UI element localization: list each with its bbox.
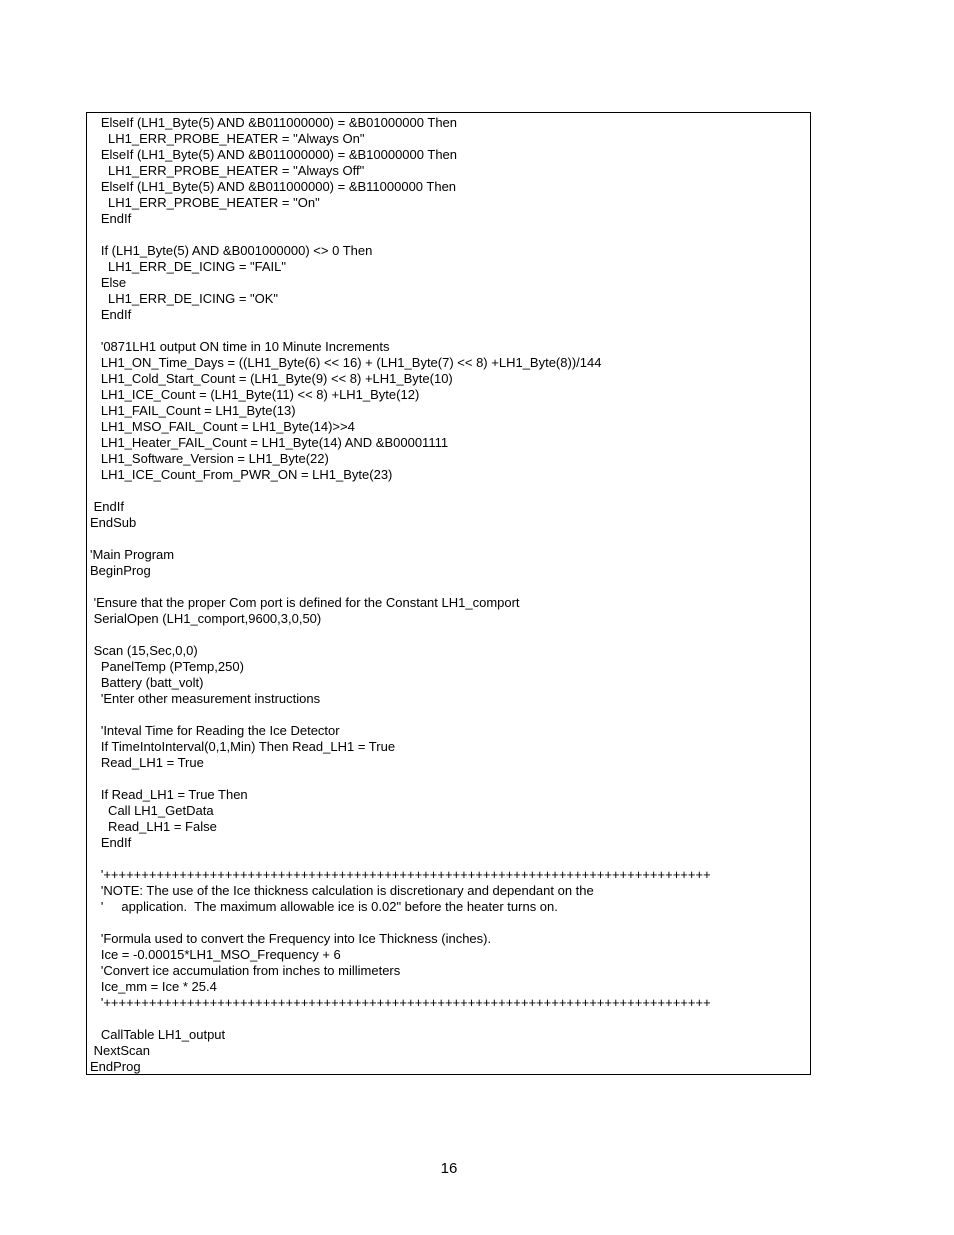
- code-line: 'Convert ice accumulation from inches to millimeters: [90, 963, 401, 978]
- code-line: Call LH1_GetData: [90, 803, 214, 818]
- code-line: LH1_MSO_FAIL_Count = LH1_Byte(14)>>4: [90, 419, 355, 434]
- code-line: LH1_ERR_DE_ICING = "FAIL": [90, 259, 286, 274]
- code-line: PanelTemp (PTemp,250): [90, 659, 244, 674]
- code-line: LH1_ERR_PROBE_HEATER = "Always Off": [90, 163, 365, 178]
- code-line: '++++++++++++++++++++++++++++++++++++++++++++++++++++++++++++++++++++++++++++++++: [90, 995, 711, 1010]
- code-line: LH1_ERR_DE_ICING = "OK": [90, 291, 279, 306]
- code-line: ElseIf (LH1_Byte(5) AND &B011000000) = &B01000000 Then: [90, 115, 458, 130]
- code-line: LH1_Software_Version = LH1_Byte(22): [90, 451, 329, 466]
- code-line: LH1_ON_Time_Days = ((LH1_Byte(6) << 16) + (LH1_Byte(7) << 8) +LH1_Byte(8))/144: [90, 355, 602, 370]
- code-line: ' application. The maximum allowable ice is 0.02" before the heater turns on.: [90, 899, 558, 914]
- code-line: EndIf: [90, 211, 132, 226]
- code-listing-box: [86, 112, 811, 1075]
- page-number: 16: [440, 1160, 458, 1177]
- code-line: ElseIf (LH1_Byte(5) AND &B011000000) = &B10000000 Then: [90, 147, 458, 162]
- code-line: EndIf: [90, 835, 132, 850]
- code-line: 'Ensure that the proper Com port is defined for the Constant LH1_comport: [90, 595, 520, 610]
- code-line: 'Main Program: [90, 547, 175, 562]
- code-line: LH1_ERR_PROBE_HEATER = "On": [90, 195, 320, 210]
- code-line: Ice = -0.00015*LH1_MSO_Frequency + 6: [90, 947, 341, 962]
- code-line: Else: [90, 275, 127, 290]
- code-line: LH1_Heater_FAIL_Count = LH1_Byte(14) AND &B00001111: [90, 435, 449, 450]
- code-line: 'NOTE: The use of the Ice thickness calculation is discretionary and dependant on the: [90, 883, 594, 898]
- code-line: EndProg: [90, 1059, 141, 1074]
- code-line: '++++++++++++++++++++++++++++++++++++++++++++++++++++++++++++++++++++++++++++++++: [90, 867, 711, 882]
- code-line: If TimeIntoInterval(0,1,Min) Then Read_LH1 = True: [90, 739, 396, 754]
- code-line: Ice_mm = Ice * 25.4: [90, 979, 217, 994]
- code-line: 'Inteval Time for Reading the Ice Detector: [90, 723, 340, 738]
- code-line: NextScan: [90, 1043, 150, 1058]
- code-line: Battery (batt_volt): [90, 675, 204, 690]
- code-line: SerialOpen (LH1_comport,9600,3,0,50): [90, 611, 322, 626]
- code-line: CallTable LH1_output: [90, 1027, 226, 1042]
- code-line: BeginProg: [90, 563, 151, 578]
- code-line: LH1_ERR_PROBE_HEATER = "Always On": [90, 131, 365, 146]
- code-line: Read_LH1 = False: [90, 819, 217, 834]
- code-line: If Read_LH1 = True Then: [90, 787, 248, 802]
- code-line: ElseIf (LH1_Byte(5) AND &B011000000) = &B11000000 Then: [90, 179, 457, 194]
- code-line: If (LH1_Byte(5) AND &B001000000) <> 0 Then: [90, 243, 373, 258]
- code-line: EndSub: [90, 515, 137, 530]
- code-line: Read_LH1 = True: [90, 755, 204, 770]
- code-line: LH1_ICE_Count_From_PWR_ON = LH1_Byte(23): [90, 467, 393, 482]
- code-line: EndIf: [90, 307, 132, 322]
- code-line: 'Formula used to convert the Frequency into Ice Thickness (inches).: [90, 931, 492, 946]
- code-line: LH1_ICE_Count = (LH1_Byte(11) << 8) +LH1_Byte(12): [90, 387, 420, 402]
- code-line: Scan (15,Sec,0,0): [90, 643, 198, 658]
- code-line: LH1_FAIL_Count = LH1_Byte(13): [90, 403, 296, 418]
- code-line: '0871LH1 output ON time in 10 Minute Increments: [90, 339, 390, 354]
- code-line: LH1_Cold_Start_Count = (LH1_Byte(9) << 8) +LH1_Byte(10): [90, 371, 453, 386]
- code-line: EndIf: [90, 499, 124, 514]
- code-line: 'Enter other measurement instructions: [90, 691, 321, 706]
